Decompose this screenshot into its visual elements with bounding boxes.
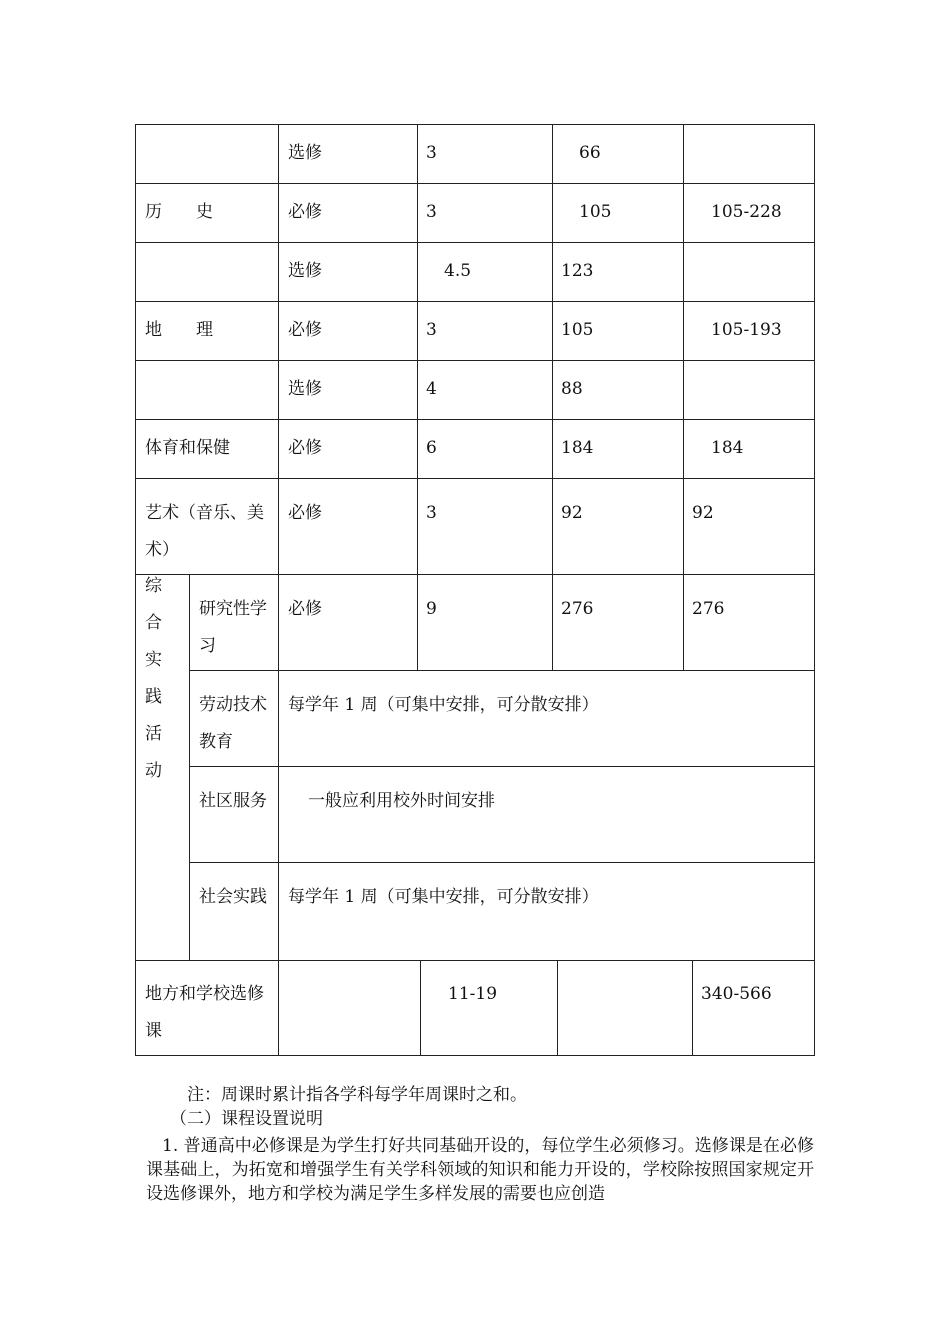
credits-cell: 6 xyxy=(426,438,437,458)
course-type-cell: 必修 xyxy=(288,599,322,619)
subject-cell: 地方和学校选修课 xyxy=(145,984,264,1041)
credits-cell: 3 xyxy=(426,143,437,163)
credits-cell: 3 xyxy=(426,503,437,523)
body-paragraph-text: 1. 普通高中必修课是为学生打好共同基础开设的，每位学生必须修习。选修课是在必修课基础上，为拓宽和增强学生有关学科领域的知识和能力开设的，学校除按照国家规定开设选修课外，地方和学校为满足学生多样发展的需要也应创造 xyxy=(146,1136,814,1204)
body-paragraph xyxy=(146,1134,814,1206)
hours-cell: 184 xyxy=(561,438,594,458)
course-type-cell: 选修 xyxy=(288,261,322,281)
hours-cell: 276 xyxy=(561,599,594,619)
course-type-cell: 必修 xyxy=(288,202,322,222)
subject-cell: 体育和保健 xyxy=(145,438,230,458)
hours-cell: 105 xyxy=(579,202,612,222)
subcourse-name-cell: 社区服务 xyxy=(199,791,267,811)
section-heading: （二）课程设置说明 xyxy=(170,1109,323,1129)
credits-cell: 4.5 xyxy=(444,261,472,281)
credits-cell: 4 xyxy=(426,379,437,399)
arrangement-note-cell: 一般应利用校外时间安排 xyxy=(308,791,495,811)
course-type-cell: 必修 xyxy=(288,320,322,340)
subcourse-name-cell: 社会实践 xyxy=(199,887,267,907)
hours-cell: 92 xyxy=(561,503,583,523)
table-footnote: 注：周课时累计指各学科每学年周课时之和。 xyxy=(187,1085,527,1105)
subject-cell: 地 理 xyxy=(145,320,213,340)
credits-cell: 3 xyxy=(426,320,437,340)
total-hours-cell: 184 xyxy=(711,438,744,458)
total-hours-cell: 92 xyxy=(692,503,714,523)
subcourse-name-cell: 劳动技术教育 xyxy=(199,695,267,752)
curriculum-table xyxy=(135,124,815,1056)
total-hours-cell: 105-193 xyxy=(711,320,782,340)
hours-cell: 105 xyxy=(561,320,594,340)
credits-cell: 11-19 xyxy=(448,984,498,1004)
hours-cell: 123 xyxy=(561,261,594,281)
hours-cell: 88 xyxy=(561,379,583,399)
hours-cell: 66 xyxy=(579,143,601,163)
course-type-cell: 选修 xyxy=(288,143,322,163)
credits-cell: 9 xyxy=(426,599,437,619)
total-hours-cell: 276 xyxy=(692,599,725,619)
total-hours-cell: 340-566 xyxy=(701,984,772,1004)
total-hours-cell: 105-228 xyxy=(711,202,782,222)
arrangement-note-cell: 每学年 1 周（可集中安排，可分散安排） xyxy=(288,695,599,715)
course-type-cell: 选修 xyxy=(288,379,322,399)
arrangement-note-cell: 每学年 1 周（可集中安排，可分散安排） xyxy=(288,887,599,907)
credits-cell: 3 xyxy=(426,202,437,222)
practice-group-label: 综合实践活动 xyxy=(145,576,162,781)
course-type-cell: 必修 xyxy=(288,438,322,458)
subcourse-name-cell: 研究性学习 xyxy=(199,599,267,656)
course-type-cell: 必修 xyxy=(288,503,322,523)
subject-cell: 艺术（音乐、美术） xyxy=(145,503,264,560)
subject-cell: 历 史 xyxy=(145,202,213,222)
